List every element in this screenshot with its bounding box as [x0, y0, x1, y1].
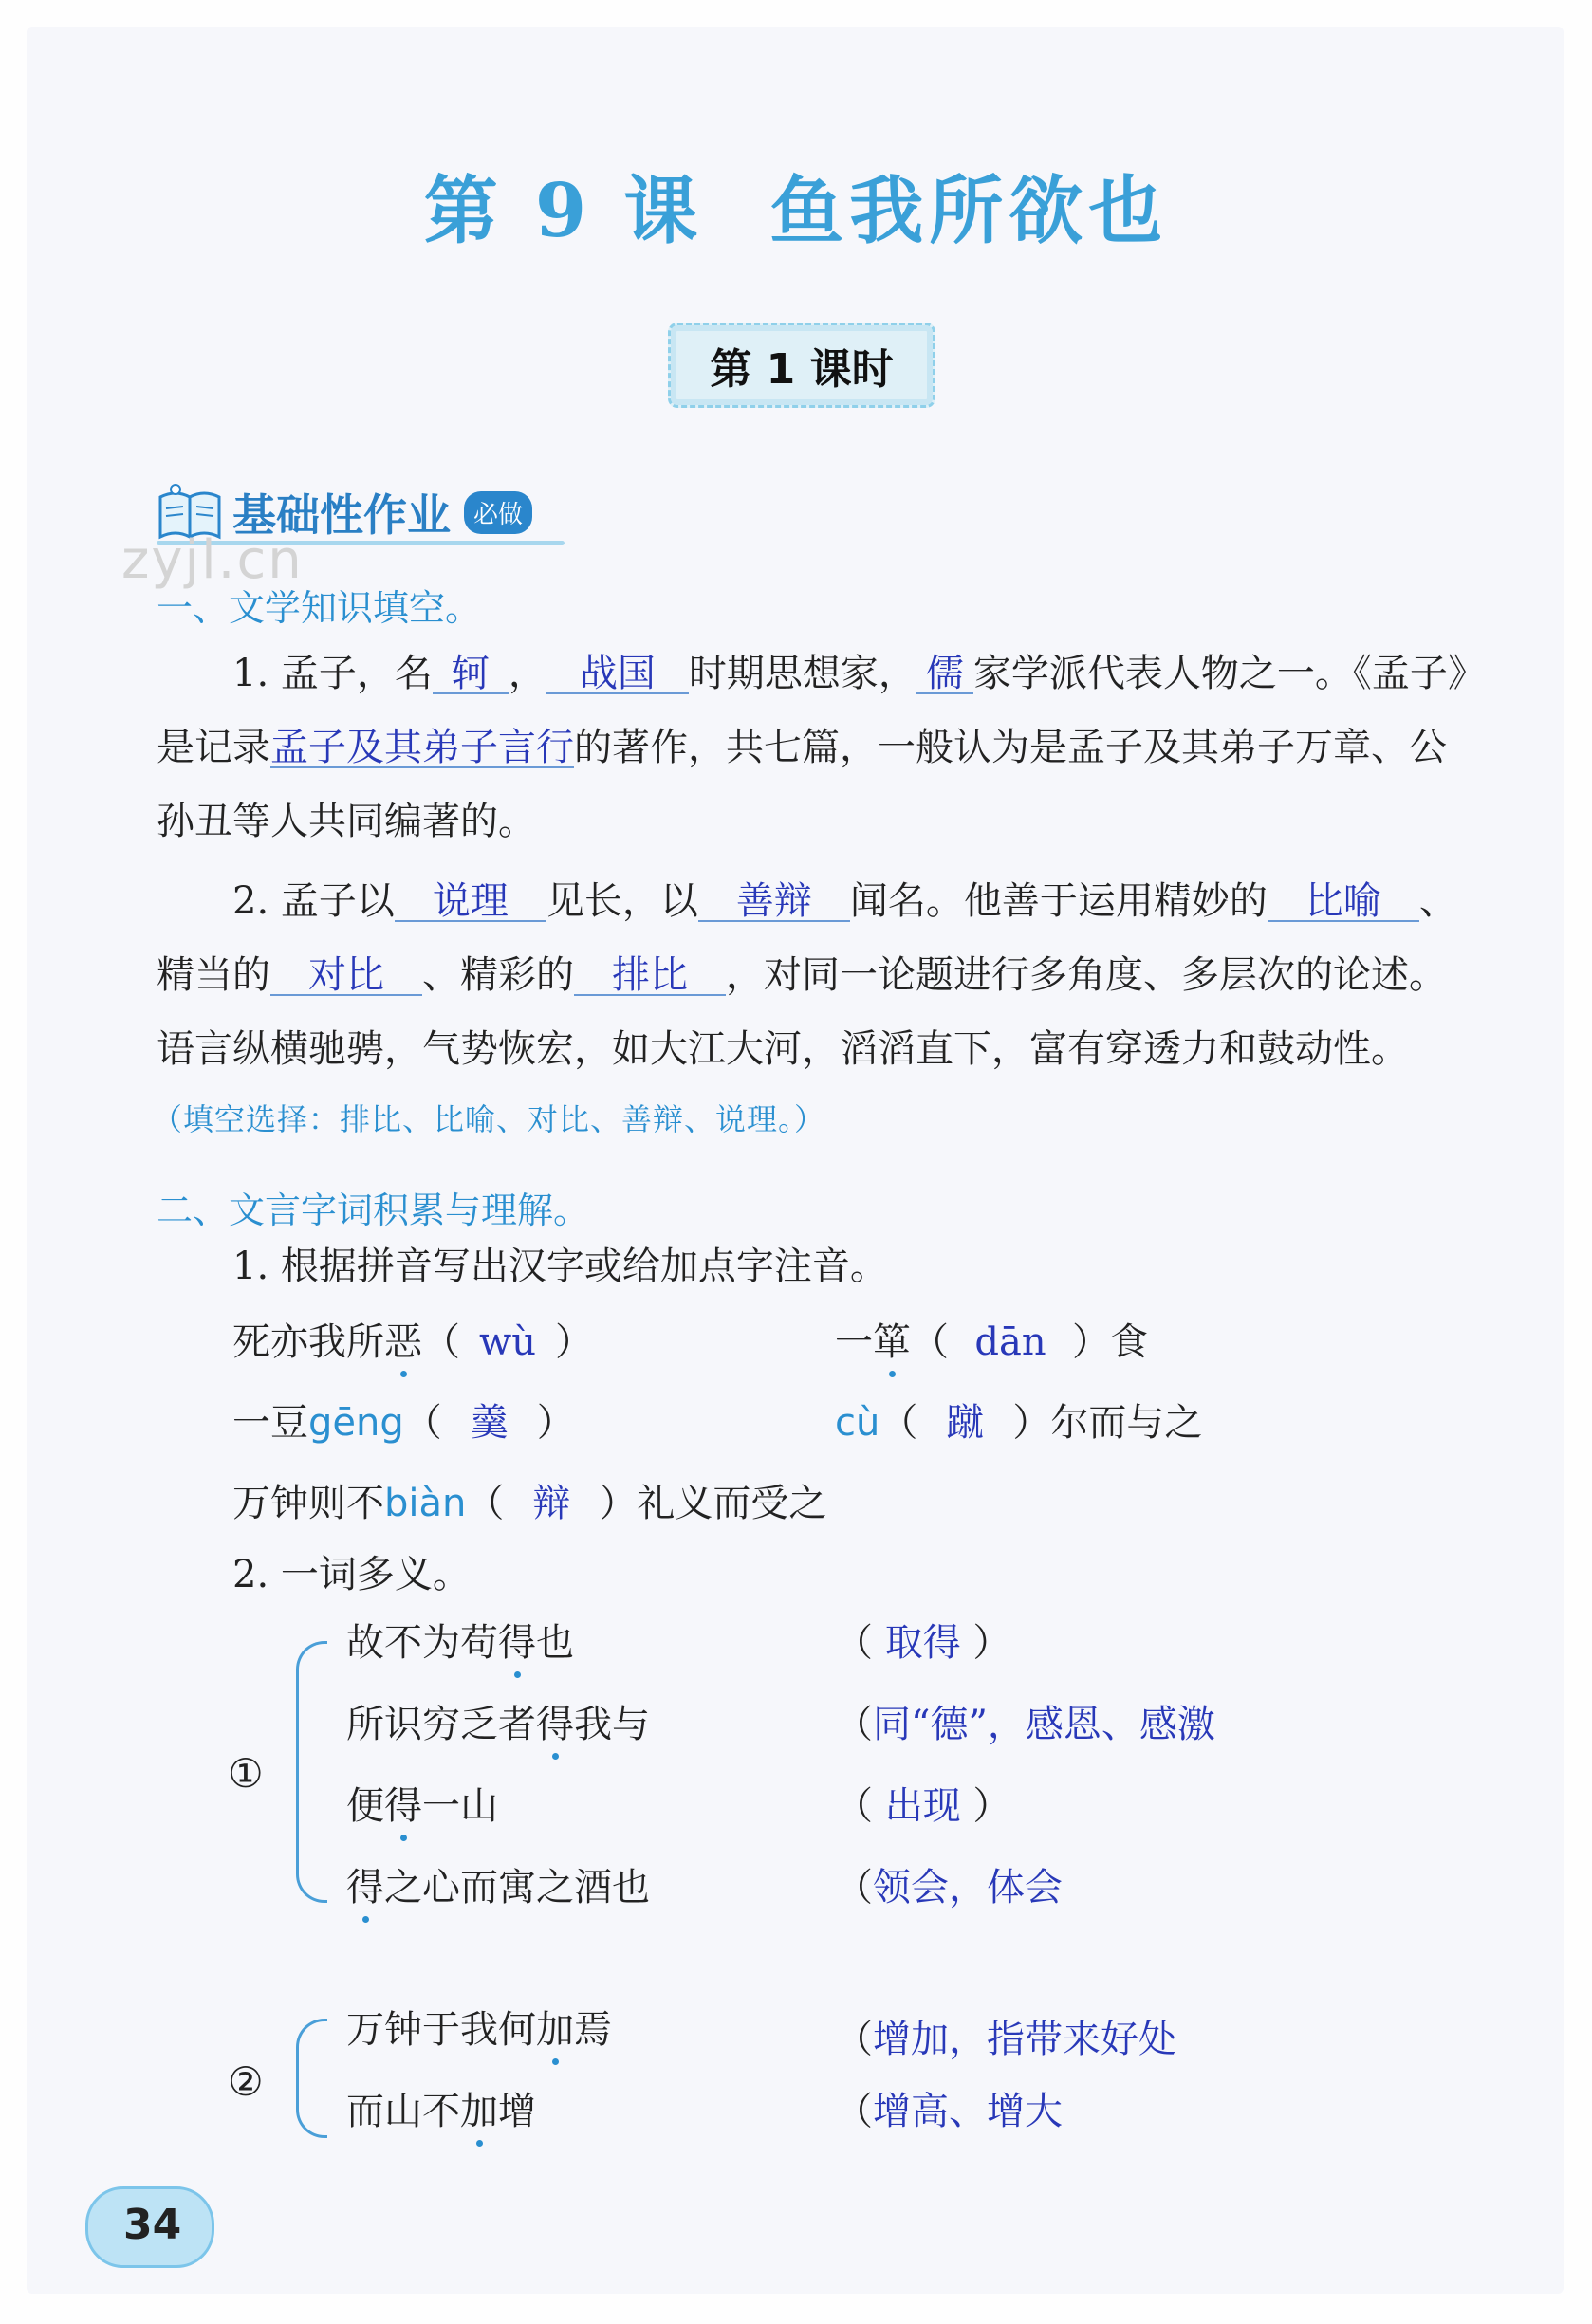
period-badge: 第 1 课时 [668, 323, 935, 408]
pinyin-item: 万钟则不biàn（ 辩 ）礼义而受之 [232, 1482, 827, 1525]
q2-line2: 精当的 对比 、精彩的 排比 ，对同一论题进行多角度、多层次的论述。 [157, 953, 1447, 997]
answer-blank: 说理 [395, 882, 546, 922]
answer-blank: 轲 [433, 655, 509, 694]
group2-mark: ② [228, 2058, 264, 2105]
q1-line2: 是记录孟子及其弟子言行的著作，共七篇，一般认为是孟子及其弟子万章、公 [157, 726, 1447, 769]
answer-blank: 对比 [270, 956, 422, 996]
answer-blank: 儒 [916, 655, 973, 694]
answer-blank: 排比 [574, 956, 726, 996]
answer-blank: 比喻 [1268, 882, 1419, 922]
polysemy-answer: （ 取得 ） [835, 1621, 1011, 1665]
pinyin-item: 死亦我所恶（ wù ） [232, 1320, 593, 1364]
q1-line1: 1. 孟子，名 轲 ， 战国 时期思想家， 儒 家学派代表人物之一。《孟子》 [232, 652, 1486, 695]
group1-mark: ① [228, 1750, 264, 1797]
polysemy-example: 而山不加增 [346, 2090, 536, 2133]
part1-heading: 一、文学知识填空。 [157, 587, 482, 629]
part2-q1-title: 1. 根据拼音写出汉字或给加点字注音。 [232, 1245, 888, 1288]
polysemy-answer: （同“德”，感恩、感激 [835, 1703, 1215, 1746]
answer-blank: 善辩 [698, 882, 850, 922]
part2-heading: 二、文言字词积累与理解。 [157, 1190, 590, 1231]
polysemy-example: 便得一山 [346, 1784, 498, 1828]
section-label: 基础性作业 [232, 489, 451, 541]
pinyin-item: cù（ 蹴 ）尔而与之 [835, 1401, 1203, 1445]
q2-line3: 语言纵横驰骋，气势恢宏，如大江大河，滔滔直下，富有穿透力和鼓动性。 [157, 1027, 1409, 1071]
polysemy-example: 得之心而寓之酒也 [346, 1866, 650, 1909]
polysemy-answer: （ 出现 ） [835, 1784, 1011, 1828]
polysemy-example: 故不为苟得也 [346, 1621, 574, 1665]
q2-line1: 2. 孟子以 说理 见长，以 善辩 闻名。他善于运用精妙的 比喻 、 [232, 879, 1457, 923]
q1-line3: 孙丑等人共同编著的。 [157, 800, 536, 843]
polysemy-answer: （领会，体会 [835, 1866, 1063, 1909]
answer-blank: 孟子及其弟子言行 [270, 726, 574, 769]
polysemy-answer: （增高、增大 [835, 2090, 1063, 2133]
answer-blank: 战国 [546, 655, 689, 694]
polysemy-example: 万钟于我何加焉 [346, 2008, 612, 2052]
polysemy-answer: （增加，指带来好处 [835, 2018, 1176, 2061]
part2-q2-title: 2. 一词多义。 [232, 1553, 471, 1596]
group2-brace [296, 2019, 327, 2138]
polysemy-example: 所识穷乏者得我与 [346, 1703, 650, 1746]
page-number: 34 [123, 2201, 182, 2249]
group1-brace [296, 1641, 327, 1903]
watermark: zyjl.cn [121, 529, 304, 591]
required-badge: 必做 [464, 491, 532, 534]
pinyin-item: 一豆gēng（ 羹 ） [232, 1401, 575, 1445]
fill-hint: （填空选择：排比、比喻、对比、善辩、说理。） [152, 1101, 826, 1137]
pinyin-item: 一箪（ dān ）食 [835, 1320, 1148, 1364]
lesson-title: 第 9 课 鱼我所欲也 [423, 168, 1169, 254]
